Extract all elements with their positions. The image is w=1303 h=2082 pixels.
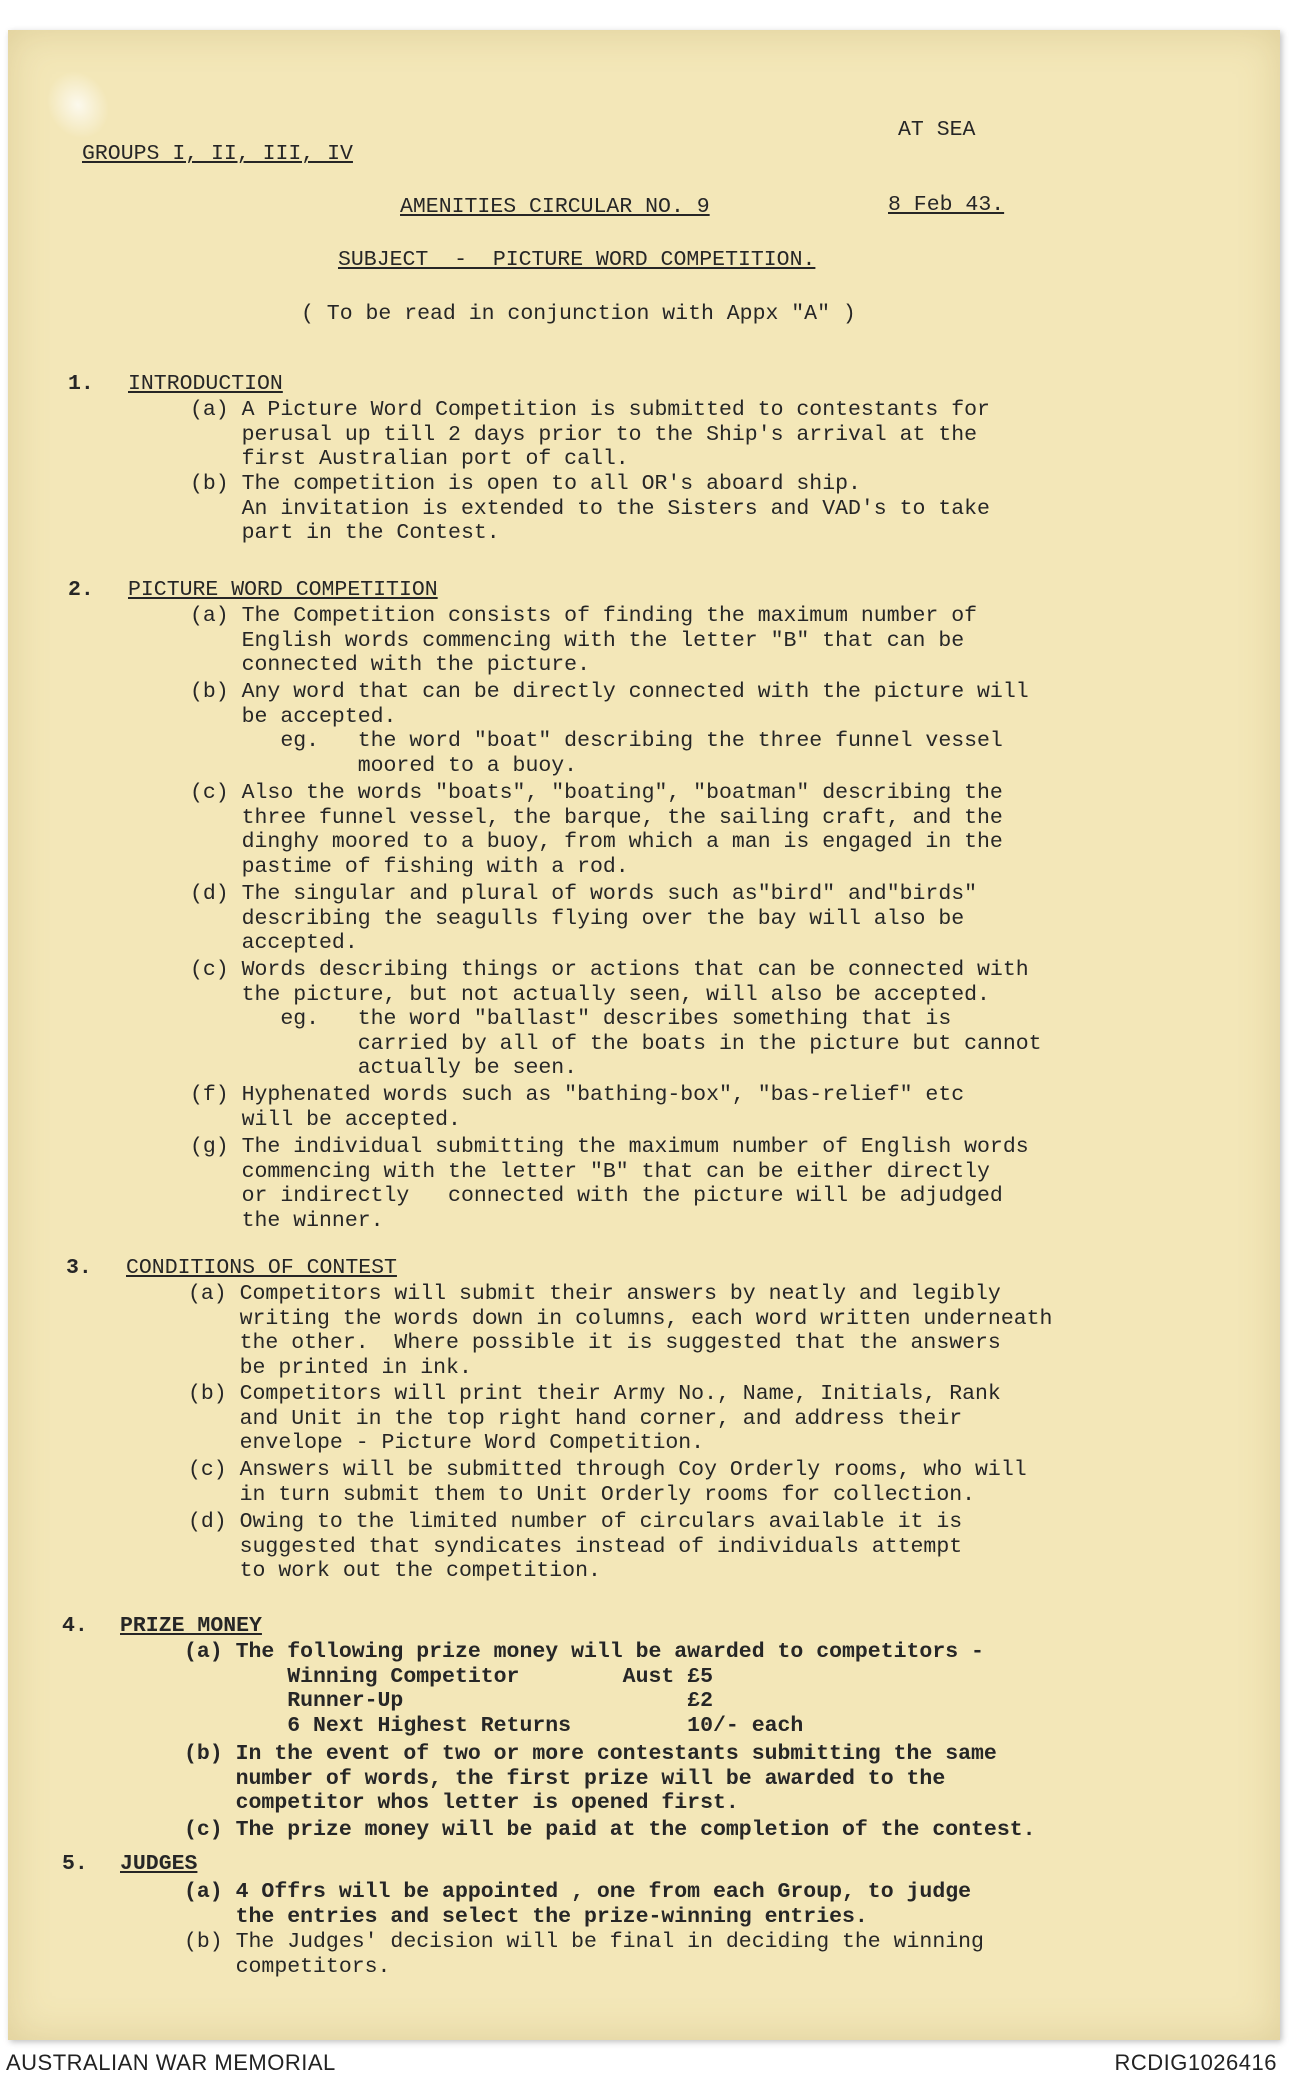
section-item: (g) The individual submitting the maximum number of English words commencing with the letter "B" that can be either directly or indirectly connected with the picture will be adjudged the winner.	[190, 1135, 1029, 1233]
section-item: (a) 4 Offrs will be appointed , one from each Group, to judge the entries and select the prize-winning entries.	[184, 1880, 972, 1929]
footer-source: AUSTRALIAN WAR MEMORIAL	[6, 2050, 336, 2075]
paper-sheet	[8, 30, 1280, 2040]
section-item: (b) Any word that can be directly connected with the picture will be accepted. eg. the word "boat" describing the three funnel vessel moored to a buoy.	[190, 680, 1029, 778]
date: 8 Feb 43.	[888, 193, 1005, 217]
section-item: (b) The Judges' decision will be final in deciding the winning competitors.	[184, 1930, 984, 1979]
section-item: (a) A Picture Word Competition is submitted to contestants for perusal up till 2 days prior to the Ship's arrival at the first Australian port of call.	[190, 398, 990, 471]
circular-title: AMENITIES CIRCULAR NO. 9	[400, 195, 710, 219]
subject-line: SUBJECT - PICTURE WORD COMPETITION.	[338, 248, 816, 272]
section-heading: INTRODUCTION	[128, 372, 283, 396]
location: AT SEA	[898, 118, 976, 142]
section-item: (f) Hyphenated words such as "bathing-box", "bas-relief" etc will be accepted.	[190, 1083, 965, 1132]
section-heading: CONDITIONS OF CONTEST	[126, 1256, 397, 1280]
section-item: (d) Owing to the limited number of circulars available it is suggested that syndicates instead of individuals attempt to work out the competition.	[188, 1510, 963, 1583]
section-heading: JUDGES	[120, 1852, 198, 1876]
section-number: 5.	[62, 1852, 88, 1876]
section-number: 3.	[66, 1256, 92, 1280]
section-item: (b) Competitors will print their Army No., Name, Initials, Rank and Unit in the top right hand corner, and address their envelope - Picture Word Competition.	[188, 1382, 1001, 1455]
groups-line: GROUPS I, II, III, IV	[82, 142, 353, 166]
section-item: (c) The prize money will be paid at the completion of the contest.	[184, 1818, 1036, 1842]
footer-id: RCDIG1026416	[1114, 2050, 1277, 2075]
section-item: (a) The following prize money will be awarded to competitors - Winning Competitor Aust £5 Runner-Up £2 6 Next Highest Returns 10/- each	[184, 1640, 984, 1738]
section-number: 2.	[68, 578, 94, 602]
section-number: 4.	[62, 1614, 88, 1638]
section-item: (b) The competition is open to all OR's aboard ship. An invitation is extended to the Sisters and VAD's to take part in the Contest.	[190, 472, 990, 545]
section-item: (c) Answers will be submitted through Coy Orderly rooms, who will in turn submit them to Unit Orderly rooms for collection.	[188, 1458, 1027, 1507]
section-item: (a) Competitors will submit their answers by neatly and legibly writing the words down in columns, each word written underneath the other. Where possible it is suggested that the answers be printed in ink.	[188, 1282, 1053, 1380]
section-item: (b) In the event of two or more contestants submitting the same number of words, the first prize will be awarded to the competitor whos letter is opened first.	[184, 1742, 997, 1815]
section-item: (c) Words describing things or actions that can be connected with the picture, but not actually seen, will also be accepted. eg. the word "ballast" describes something that is carried by all of the boats in the picture but cannot actually be seen.	[190, 958, 1042, 1080]
section-number: 1.	[68, 372, 94, 396]
section-heading: PRIZE MONEY	[120, 1614, 262, 1638]
section-item: (c) Also the words "boats", "boating", "boatman" describing the three funnel vessel, the barque, the sailing craft, and the dinghy moored to a buoy, from which a man is engaged in the pastime of fishing with a rod.	[190, 781, 1003, 879]
section-item: (d) The singular and plural of words such as"bird" and"birds" describing the seagulls flying over the bay will also be accepted.	[190, 882, 978, 955]
location-date	[888, 68, 1004, 268]
section-item: (a) The Competition consists of finding the maximum number of English words commencing with the letter "B" that can be connected with the picture.	[190, 604, 978, 677]
appendix-note: ( To be read in conjunction with Appx "A" )	[301, 302, 856, 326]
section-heading: PICTURE WORD COMPETITION	[128, 578, 438, 602]
document-body	[8, 30, 1280, 2040]
